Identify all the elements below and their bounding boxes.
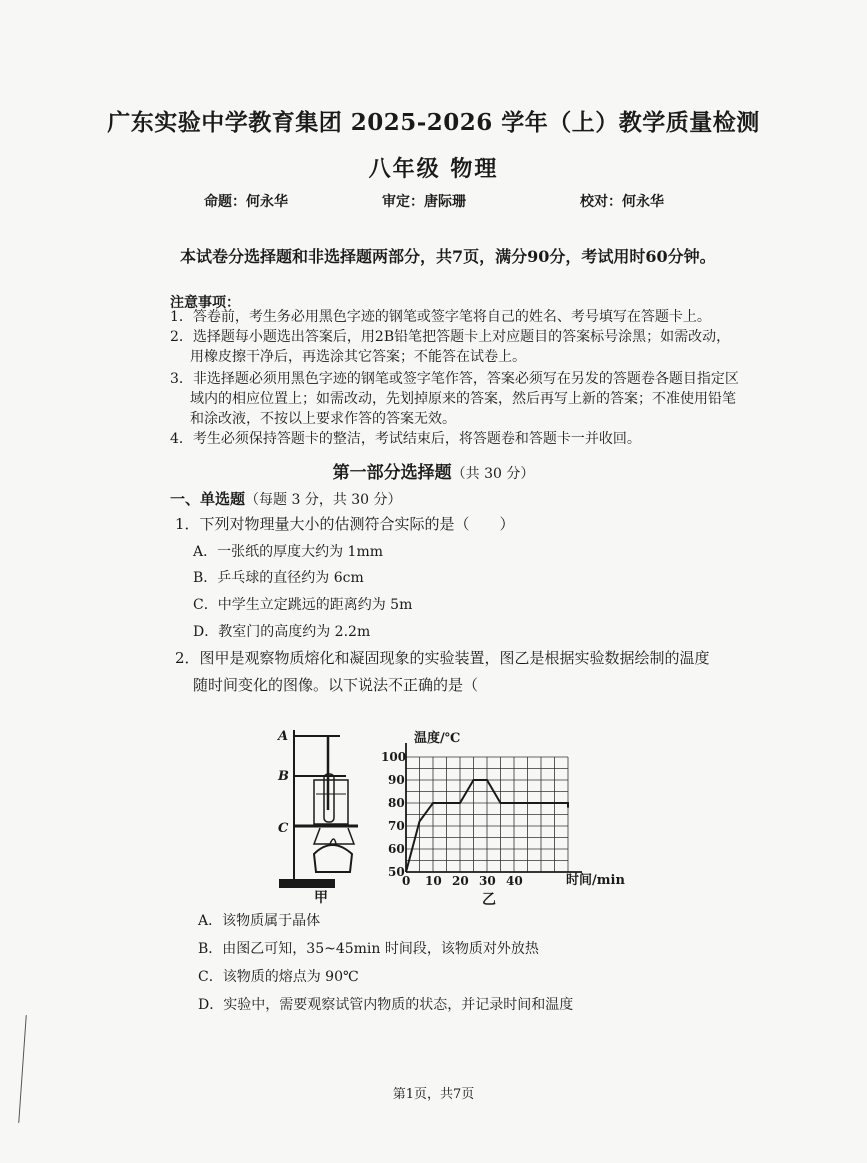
notice-item-continuation: 域内的相应位置上；如需改动，先划掉原来的答案，然后再写上新的答案；不准使用铅笔 bbox=[190, 391, 736, 407]
exam-title: 广东实验中学教育集团 2025-2026 学年（上）教学质量检测 bbox=[107, 109, 760, 136]
x-tick-label: 10 bbox=[425, 874, 442, 888]
apparatus-figure bbox=[270, 720, 370, 910]
notice-item-continuation: 和涂改液，不按以上要求作答的答案无效。 bbox=[190, 411, 456, 427]
question-2-stem-cont: 随时间变化的图像。以下说法不正确的是（ bbox=[193, 676, 479, 694]
question-1-option: D．教室门的高度约为 2.2m bbox=[193, 624, 371, 640]
y-tick-label: 70 bbox=[388, 819, 405, 833]
chart-ylabel: 温度/℃ bbox=[414, 731, 461, 746]
notice-item: 3．非选择题必须用黑色字迹的钢笔或签字笔作答，答案必须写在另发的答题卷各题目指定区 bbox=[170, 371, 739, 387]
notice-item bbox=[170, 347, 526, 367]
question-1-option: C．中学生立定跳远的距离约为 5m bbox=[193, 597, 413, 613]
alcohol-lamp bbox=[314, 845, 352, 872]
exam-subtitle: 八年级 物理 bbox=[368, 156, 499, 182]
question-2-option: B．由图乙可知，35~45min 时间段，该物质对外放热 bbox=[198, 941, 539, 957]
x-tick-label: 30 bbox=[479, 874, 496, 888]
section-note: （每题 3 分，共 30 分） bbox=[245, 492, 402, 508]
label-b: B bbox=[278, 769, 289, 784]
apparatus-caption: 甲 bbox=[314, 890, 328, 906]
notice-item-continuation: 用橡皮擦干净后，再选涂其它答案；不能答在试卷上。 bbox=[190, 349, 526, 365]
notice-item: 4．考生必须保持答题卡的整洁，考试结束后，将答题卷和答题卡一并收回。 bbox=[170, 431, 641, 447]
chart-axes bbox=[406, 743, 582, 872]
y-tick-label: 50 bbox=[388, 865, 405, 879]
notice-item: 1．答卷前，考生务必用黑色字迹的钢笔或签字笔将自己的姓名、考号填写在答题卡上。 bbox=[170, 309, 711, 325]
reviewer-credit: 审定：唐际珊 bbox=[382, 194, 466, 210]
x-tick-label: 40 bbox=[506, 874, 523, 888]
part-score: （共 30 分） bbox=[451, 466, 535, 482]
y-tick-label: 100 bbox=[381, 750, 407, 764]
temperature-chart bbox=[370, 722, 650, 912]
chart-xlabel: 时间/min bbox=[566, 873, 625, 888]
notice-item bbox=[170, 389, 736, 409]
notice-item bbox=[170, 409, 456, 429]
section-title bbox=[170, 488, 402, 509]
label-a: A bbox=[278, 729, 289, 744]
question-2-option: A．该物质属于晶体 bbox=[198, 913, 321, 929]
question-2-option: D．实验中，需要观察试管内物质的状态，并记录时间和温度 bbox=[198, 997, 574, 1013]
author-credit: 命题：何永华 bbox=[204, 194, 288, 210]
chart-grid bbox=[406, 757, 568, 872]
notice-heading: 注意事项： bbox=[170, 295, 240, 311]
y-tick-label: 90 bbox=[388, 773, 405, 787]
y-tick-label: 60 bbox=[388, 842, 405, 856]
proofreader-credit: 校对：何永华 bbox=[580, 194, 664, 210]
page-footer: 第1页，共7页 bbox=[392, 1087, 475, 1102]
graph-caption: 乙 bbox=[482, 892, 496, 908]
exam-intro: 本试卷分选择题和非选择题两部分，共7页，满分90分，考试用时60分钟。 bbox=[180, 247, 716, 266]
margin-line bbox=[18, 1015, 27, 1123]
notice-item: 2．选择题每小题选出答案后，用2B铅笔把答题卡上对应题目的答案标号涂黑；如需改动， bbox=[170, 329, 731, 345]
part-title bbox=[0, 458, 867, 483]
stand-base bbox=[280, 880, 334, 887]
chart-ticks bbox=[381, 750, 523, 888]
question-1-option: A．一张纸的厚度大约为 1mm bbox=[193, 544, 384, 560]
question-2-option: C．该物质的熔点为 90℃ bbox=[198, 969, 359, 985]
beaker bbox=[314, 780, 348, 824]
section-title-text: 一、单选题 bbox=[170, 490, 246, 508]
x-tick-label: 0 bbox=[402, 874, 411, 888]
question-1-option: B．乒乓球的直径约为 6cm bbox=[193, 570, 364, 586]
gauze-support bbox=[314, 828, 354, 844]
question-2-stem: 2．图甲是观察物质熔化和凝固现象的实验装置，图乙是根据实验数据绘制的温度 bbox=[175, 649, 710, 667]
question-1-stem: 1．下列对物理量大小的估测符合实际的是（ ） bbox=[175, 515, 515, 533]
label-c: C bbox=[278, 821, 289, 836]
y-tick-label: 80 bbox=[388, 796, 405, 810]
part-title-text: 第一部分选择题 bbox=[332, 463, 452, 483]
x-tick-label: 20 bbox=[452, 874, 469, 888]
